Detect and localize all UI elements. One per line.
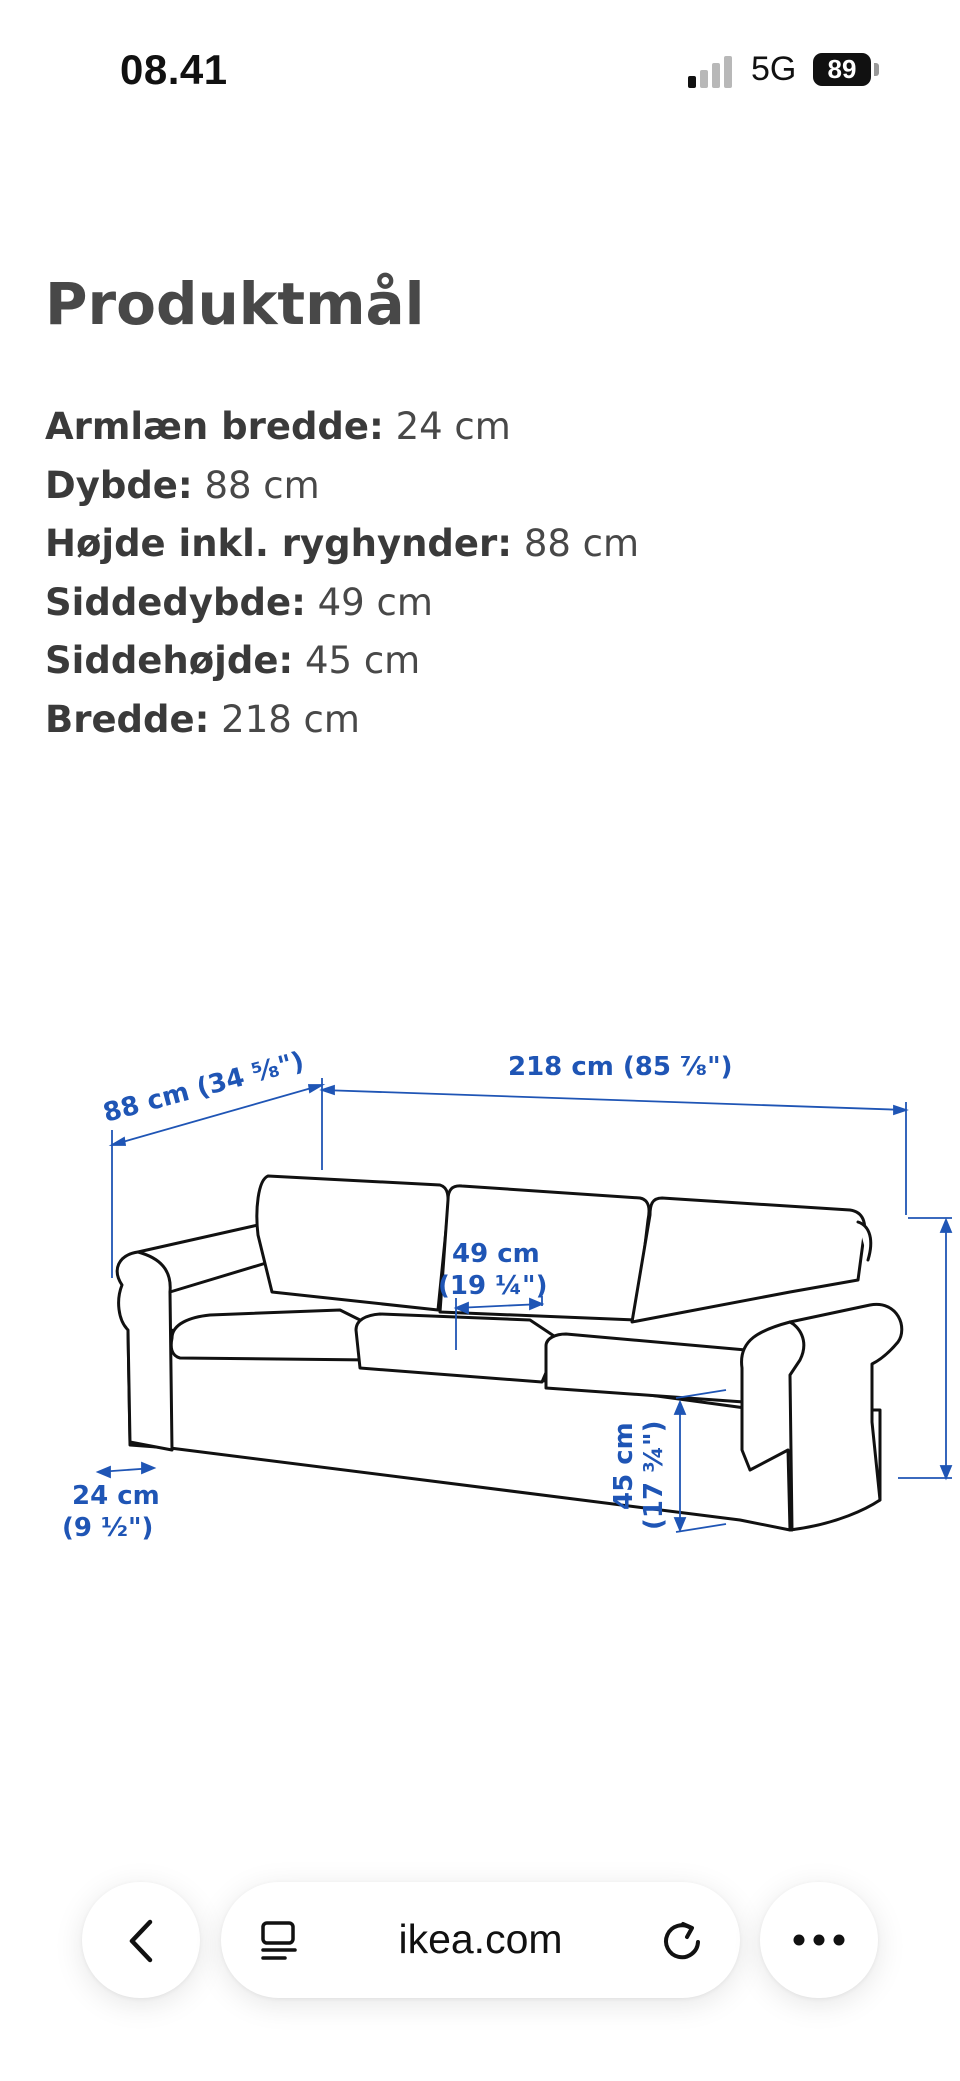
sofa-dimension-drawing (0, 1030, 960, 1590)
dimension-label: Dybde: (45, 463, 193, 507)
more-icon (791, 1932, 847, 1948)
dimension-label: Siddedybde: (45, 580, 306, 624)
back-button[interactable] (82, 1882, 200, 1998)
page-title: Produktmål (45, 270, 425, 338)
armrest-cm-label: 24 cm (72, 1481, 160, 1511)
cellular-signal-icon (688, 54, 738, 88)
dimension-seat-height (45, 632, 639, 691)
dimensions-list (45, 398, 639, 750)
dimension-label: Siddehøjde: (45, 639, 294, 683)
dimension-label: Armlæn bredde: (45, 405, 384, 448)
battery-icon: 89 (813, 53, 871, 86)
status-time: 08.41 (120, 46, 228, 93)
battery-nub (874, 63, 879, 76)
depth-dimension-label: 88 cm (34 ⁵⁄₈") (100, 1046, 308, 1129)
dimension-value: 24 cm (383, 405, 511, 448)
dimension-seat-depth (45, 574, 639, 633)
dimension-height (45, 515, 639, 574)
dimension-label: Højde inkl. ryghynder: (45, 522, 513, 566)
dimension-value: 88 cm (512, 522, 640, 566)
status-bar (0, 0, 960, 140)
reload-icon[interactable] (661, 1918, 705, 1964)
armrest-in-label: (9 ½") (62, 1513, 154, 1543)
seat-depth-in-label: (19 ¼") (438, 1271, 548, 1301)
sofa-outline (117, 1176, 902, 1530)
seat-depth-cm-label: 49 cm (452, 1239, 540, 1269)
more-button[interactable] (760, 1882, 878, 1998)
chevron-left-icon (124, 1918, 158, 1964)
dimension-label: Bredde: (45, 697, 210, 741)
browser-toolbar (0, 1860, 960, 2010)
dimension-value: 45 cm (293, 639, 421, 683)
dimension-value: 49 cm (305, 580, 433, 624)
address-bar[interactable] (221, 1882, 740, 1998)
dimension-width (45, 691, 639, 750)
dimension-value: 88 cm (192, 463, 320, 507)
network-type: 5G (751, 50, 797, 88)
url-text[interactable]: ikea.com (398, 1916, 563, 1962)
dimension-depth (45, 457, 639, 516)
seat-height-in-label: (17 ¾") (639, 1420, 669, 1530)
width-dimension-label: 218 cm (85 ⁷⁄₈") (508, 1052, 733, 1082)
seat-height-cm-label: 45 cm (609, 1422, 639, 1510)
dimension-armrest-width (45, 398, 639, 457)
dimension-value: 218 cm (209, 697, 360, 741)
